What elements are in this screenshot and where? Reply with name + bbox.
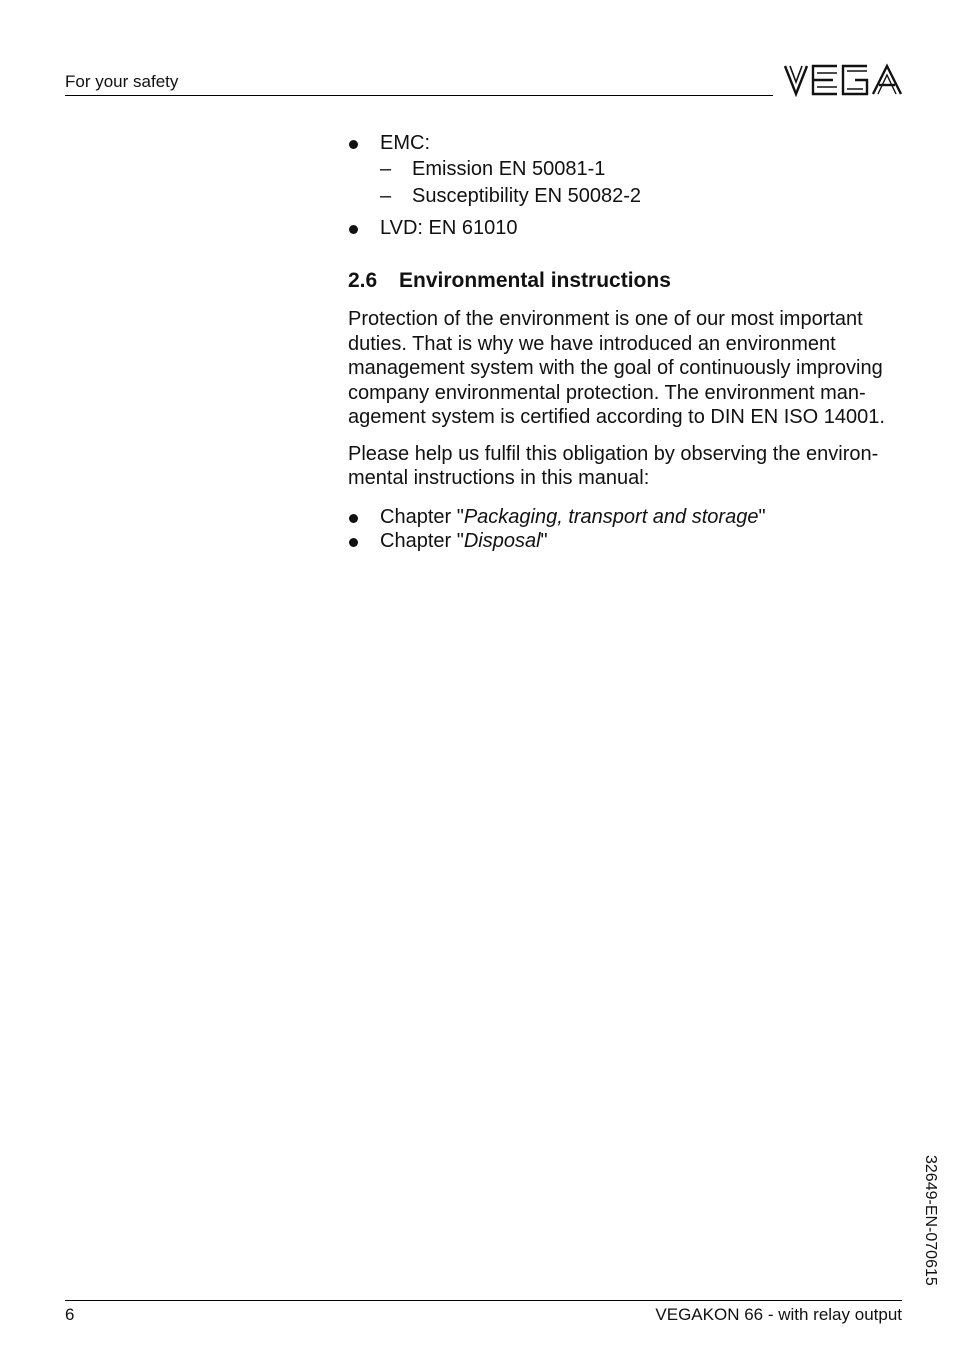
header-rule: [65, 95, 773, 96]
dash-icon: –: [380, 157, 392, 180]
chapter-name: Packaging, transport and storage: [463, 505, 759, 528]
bullet-icon: [349, 514, 358, 523]
sub-list-item: [348, 156, 908, 183]
dash-icon: –: [380, 184, 392, 207]
footer-product-title: VEGAKON 66 - with relay output: [655, 1305, 902, 1324]
page-number: 6: [65, 1305, 75, 1324]
list-item-text: EMC:: [380, 132, 430, 154]
sub-list-item: [348, 183, 908, 210]
paragraph: Protection of the environment is one of our most important duties. That is why we have introduced an environment management system with the goal of continuously improving company environmental protection. The environment man-agement system is certified according to DIN EN ISO 14001.: [348, 308, 885, 428]
bullet-icon: [349, 140, 358, 149]
section-title: Environmental instructions: [399, 269, 671, 292]
list-item: [348, 131, 908, 156]
document-id: 32649-EN-070615: [922, 1155, 939, 1286]
bullet-icon: [349, 225, 358, 234]
chapter-name: Disposal: [463, 530, 541, 552]
list-item-text: LVD: EN 61010: [380, 216, 518, 239]
chapter-list: [348, 505, 908, 554]
chapter-suffix: ": [758, 505, 766, 528]
vega-logo: [783, 63, 903, 97]
bullet-icon: [349, 538, 358, 547]
list-item: [348, 529, 908, 554]
section-heading: [348, 268, 908, 294]
sub-list-item-text: Susceptibility EN 50082-2: [412, 184, 642, 207]
chapter-suffix: ": [540, 530, 548, 552]
sub-list-item-text: Emission EN 50081-1: [412, 157, 606, 180]
paragraph: Please help us fulfil this obligation by observing the environ-mental instructions in this manual:: [348, 442, 879, 489]
chapter-prefix: Chapter ": [380, 505, 464, 528]
header-section-title: For your safety: [65, 72, 179, 91]
list-item: [348, 216, 908, 241]
chapter-prefix: Chapter ": [380, 530, 464, 552]
main-content: [348, 131, 908, 554]
section-number: 2.6: [348, 269, 378, 292]
footer-rule: [65, 1300, 902, 1301]
list-item: [348, 505, 908, 530]
